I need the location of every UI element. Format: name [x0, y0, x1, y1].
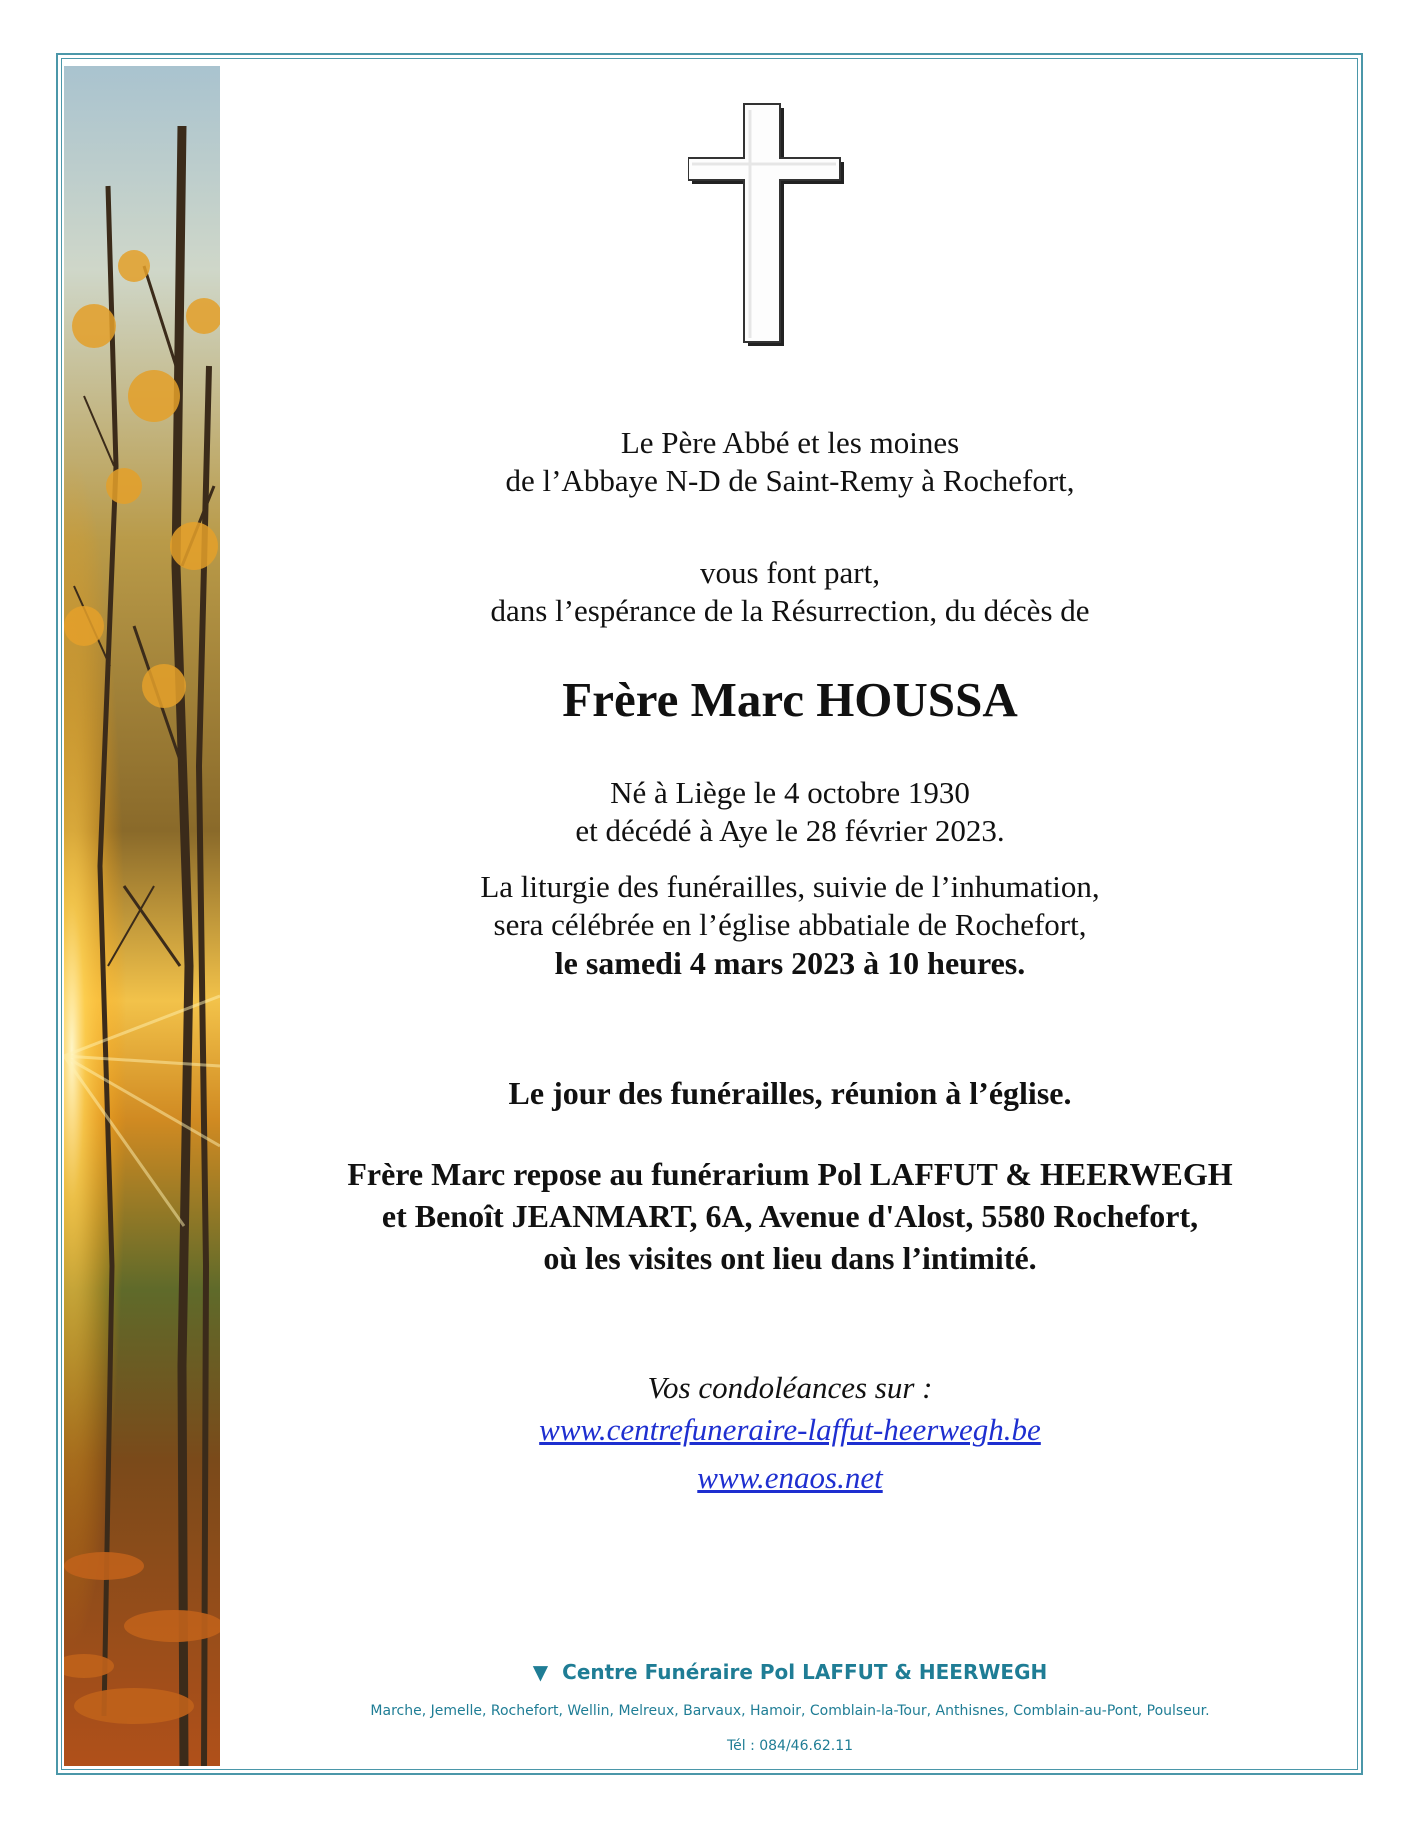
liturgy-line-2: sera célébrée en l’église abbatiale de Rochefort,	[493, 907, 1087, 942]
liturgy-line-1: La liturgie des funérailles, suivie de l’inhumation,	[480, 869, 1100, 904]
deceased-name: Frère Marc HOUSSA	[562, 672, 1018, 727]
autumn-forest-photo	[64, 66, 220, 1766]
rest-line-1: Frère Marc repose au funérarium Pol LAFFUT & HEERWEGH	[347, 1156, 1233, 1192]
intro-line-1: Le Père Abbé et les moines	[620, 425, 960, 460]
footer-title	[230, 1660, 1350, 1684]
meeting-line: Le jour des funérailles, réunion à l’église.	[508, 1075, 1072, 1111]
condolences-label: Vos condoléances sur :	[647, 1370, 933, 1405]
rest-line-3: où les visites ont lieu dans l’intimité.	[543, 1240, 1037, 1276]
liturgy-block	[230, 868, 1350, 982]
cross-icon	[688, 102, 848, 348]
death-line: et décédé à Aye le 28 février 2023.	[575, 813, 1005, 848]
announcement-line-1: vous font part,	[700, 555, 880, 590]
footer-title-text: Centre Funéraire Pol LAFFUT & HEERWEGH	[562, 1660, 1048, 1684]
liturgy-date: le samedi 4 mars 2023 à 10 heures.	[554, 945, 1026, 981]
condolences-link-enaos[interactable]: www.enaos.net	[697, 1460, 883, 1495]
rest-line-2: et Benoît JEANMART, 6A, Avenue d'Alost, 5580 Rochefort,	[381, 1198, 1199, 1234]
intro-block	[230, 424, 1350, 500]
footer-phone: Tél : 084/46.62.11	[726, 1738, 854, 1754]
rest-block	[230, 1153, 1350, 1279]
condolences-link-centre[interactable]: www.centrefuneraire-laffut-heerwegh.be	[539, 1412, 1041, 1447]
footer-locations: Marche, Jemelle, Rochefort, Wellin, Melreux, Barvaux, Hamoir, Comblain-la-Tour, Anthisnes, Comblain-au-Pont, Poulseur.	[370, 1703, 1210, 1719]
intro-line-2: de l’Abbaye N-D de Saint-Remy à Rochefort,	[505, 463, 1075, 498]
announcement-line-2: dans l’espérance de la Résurrection, du décès de	[490, 593, 1090, 628]
birth-line: Né à Liège le 4 octobre 1930	[610, 775, 970, 810]
announcement-block	[230, 554, 1350, 630]
triangle-down-icon: ▼	[532, 1660, 549, 1684]
dates-block	[230, 774, 1350, 850]
condolences-block	[230, 1367, 1350, 1505]
